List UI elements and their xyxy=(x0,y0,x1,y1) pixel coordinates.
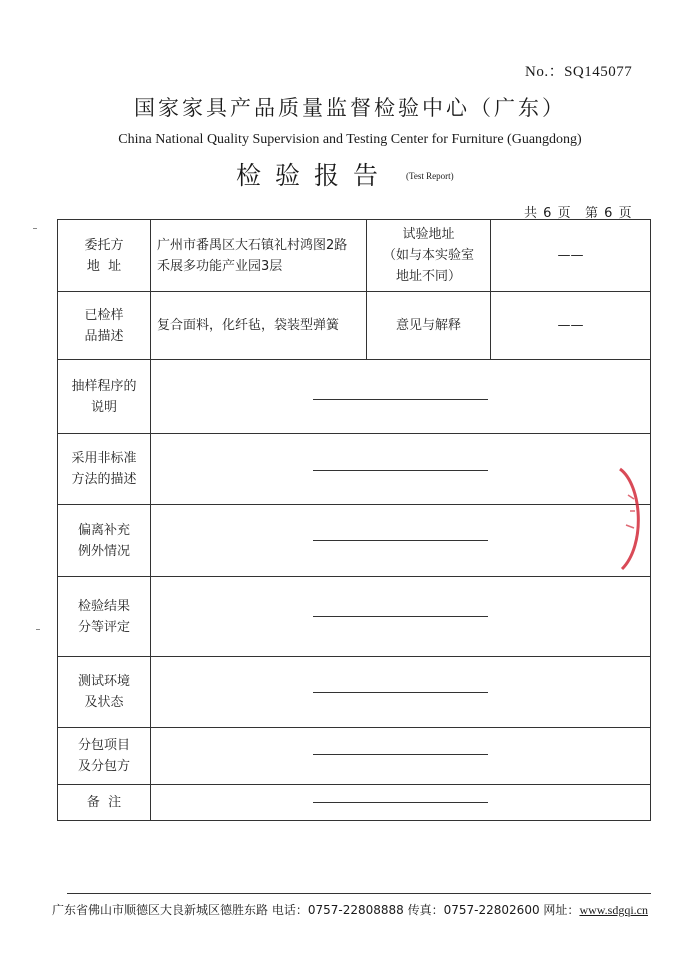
test-environment-label-line1: 测试环境 xyxy=(77,674,130,689)
footer-fax-label: 传真： xyxy=(407,903,444,917)
report-title: 检验报告 xyxy=(236,161,393,190)
deviation-empty-line xyxy=(313,540,488,541)
footer-fax: 0757-22802600 xyxy=(443,903,540,917)
client-address-label-line2: 地 址 xyxy=(86,258,122,274)
test-environment-empty-line xyxy=(313,692,488,693)
sampling-procedure-empty-line xyxy=(313,399,488,400)
subcontract-empty-line xyxy=(313,754,488,755)
test-address-label-line3: 地址不同） xyxy=(395,269,461,284)
test-address-label xyxy=(367,220,490,291)
opinions-label: 意见与解释 xyxy=(395,318,461,333)
test-result-grading-label xyxy=(58,577,150,656)
opinions-value: —— xyxy=(557,318,584,333)
center-name-english: China National Quality Supervision and Testing Center for Furniture (Guangdong) xyxy=(118,132,582,147)
client-address-label xyxy=(58,220,150,291)
test-environment-label-line2: 及状态 xyxy=(84,695,124,710)
test-address-value: —— xyxy=(557,248,584,263)
page-total-prefix: 共 xyxy=(524,206,538,221)
footer-website-link[interactable]: www.sdgqi.cn xyxy=(579,903,648,917)
footer-phone-label: 电话： xyxy=(271,903,308,917)
report-table xyxy=(57,219,651,821)
nonstandard-method-empty-line xyxy=(313,470,488,471)
footer-web-label: 网址： xyxy=(543,903,580,917)
nonstandard-method-label-line1: 采用非标准 xyxy=(71,451,137,466)
sampling-procedure-label-line1: 抽样程序的 xyxy=(71,378,137,394)
sample-description-label-line2: 品描述 xyxy=(84,328,124,344)
test-address-label-line2: （如与本实验室 xyxy=(382,248,474,263)
client-address-value-line2: 禾展多功能产业园3层 xyxy=(157,258,283,274)
sample-description-value: 复合面料，化纤毡，袋装型弹簧 xyxy=(157,318,340,333)
test-result-grading-label-line2: 分等评定 xyxy=(77,619,130,635)
sampling-procedure-label-line2: 说明 xyxy=(90,399,117,415)
page-current-prefix: 第 xyxy=(585,206,599,221)
test-address-label-line1: 试验地址 xyxy=(402,227,455,242)
subcontract-label-line1: 分包项目 xyxy=(77,738,130,753)
footer-phone: 0757-22808888 xyxy=(307,903,404,917)
deviation-label xyxy=(58,505,150,576)
client-address-label-line1: 委托方 xyxy=(84,237,124,253)
nonstandard-method-label-line2: 方法的描述 xyxy=(71,472,137,487)
deviation-label-line2: 例外情况 xyxy=(77,543,130,559)
page-total: 6 xyxy=(543,206,552,221)
page-current: 6 xyxy=(604,206,613,221)
nonstandard-method-label xyxy=(58,434,150,504)
sample-description-label-line1: 已检样 xyxy=(84,307,124,323)
subcontract-label xyxy=(58,728,150,784)
report-title-english: (Test Report) xyxy=(406,171,454,181)
test-result-grading-label-line1: 检验结果 xyxy=(77,598,130,614)
scan-mark xyxy=(33,228,37,229)
remarks-empty-line xyxy=(313,802,488,803)
report-number: No.：SQ145077 xyxy=(525,64,633,80)
client-address-value xyxy=(151,220,366,291)
test-result-grading-empty-line xyxy=(313,616,488,617)
sample-description-label xyxy=(58,292,150,359)
deviation-label-line1: 偏离补充 xyxy=(77,522,130,538)
test-environment-label xyxy=(58,657,150,727)
center-name-chinese: 国家家具产品质量监督检验中心（广东） xyxy=(134,96,566,120)
client-address-value-line1: 广州市番禺区大石镇礼村鸿图2路 xyxy=(157,237,348,253)
page-current-suffix: 页 xyxy=(618,206,632,221)
page-total-suffix: 页 xyxy=(557,206,571,221)
sampling-procedure-label xyxy=(58,360,150,433)
footer-address: 广东省佛山市顺德区大良新城区德胜东路 xyxy=(51,903,268,917)
subcontract-label-line2: 及分包方 xyxy=(77,759,130,774)
official-seal-fragment xyxy=(610,465,650,575)
remarks-label xyxy=(58,785,150,820)
footer-contact xyxy=(0,901,700,918)
scan-mark xyxy=(36,629,40,630)
remarks-label-line1: 备 注 xyxy=(86,795,122,810)
footer-rule xyxy=(67,893,651,894)
